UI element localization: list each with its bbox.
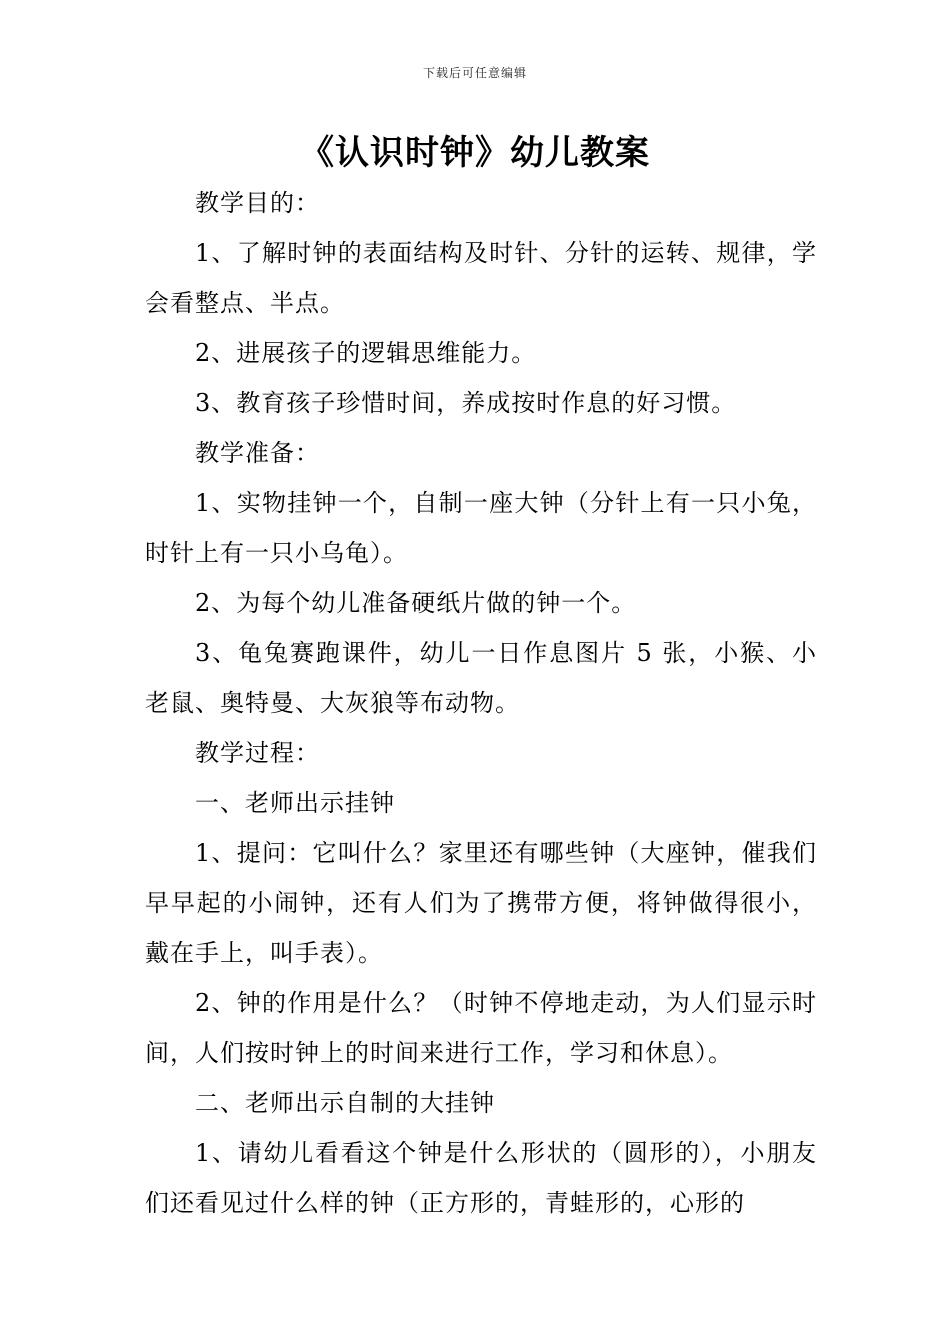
paragraph-objective-2: 2、进展孩子的逻辑思维能力。: [195, 339, 537, 367]
paragraph-process-section-1: 一、老师出示挂钟: [195, 789, 395, 817]
paragraph-objective-1: 1、了解时钟的表面结构及时针、分针的运转、规律，学会看整点、半点。: [145, 239, 817, 317]
paragraph-objective-3: 3、教育孩子珍惜时间，养成按时作息的好习惯。: [195, 389, 737, 417]
paragraph-process-heading: 教学过程：: [195, 739, 320, 767]
paragraph-preparation-3: 3、龟兔赛跑课件，幼儿一日作息图片 5 张，小猴、小老鼠、奥特曼、大灰狼等布动物。: [145, 639, 817, 717]
paragraph-preparation-heading: 教学准备：: [195, 439, 320, 467]
paragraph-objective-heading: 教学目的：: [195, 189, 320, 217]
document-title: 《认识时钟》幼儿教案: [300, 133, 650, 173]
paragraph-process-1-1: 1、提问：它叫什么？家里还有哪些钟（大座钟，催我们早早起的小闹钟，还有人们为了携带方便，将钟做得很小，戴在手上，叫手表）。: [145, 839, 817, 967]
paragraph-preparation-2: 2、为每个幼儿准备硬纸片做的钟一个。: [195, 589, 637, 617]
paragraph-preparation-1: 1、实物挂钟一个，自制一座大钟（分针上有一只小兔，时针上有一只小乌龟）。: [145, 489, 817, 567]
paragraph-process-1-2: 2、钟的作用是什么？（时钟不停地走动，为人们显示时间，人们按时钟上的时间来进行工作，学习和休息）。: [145, 989, 817, 1067]
document-body: [145, 178, 817, 1228]
header-note: 下载后可任意编辑: [422, 66, 527, 80]
paragraph-process-2-1: 1、请幼儿看看这个钟是什么形状的（圆形的），小朋友们还看见过什么样的钟（正方形的，青蛙形的，心形的: [145, 1139, 817, 1217]
paragraph-process-section-2: 二、老师出示自制的大挂钟: [195, 1089, 495, 1117]
